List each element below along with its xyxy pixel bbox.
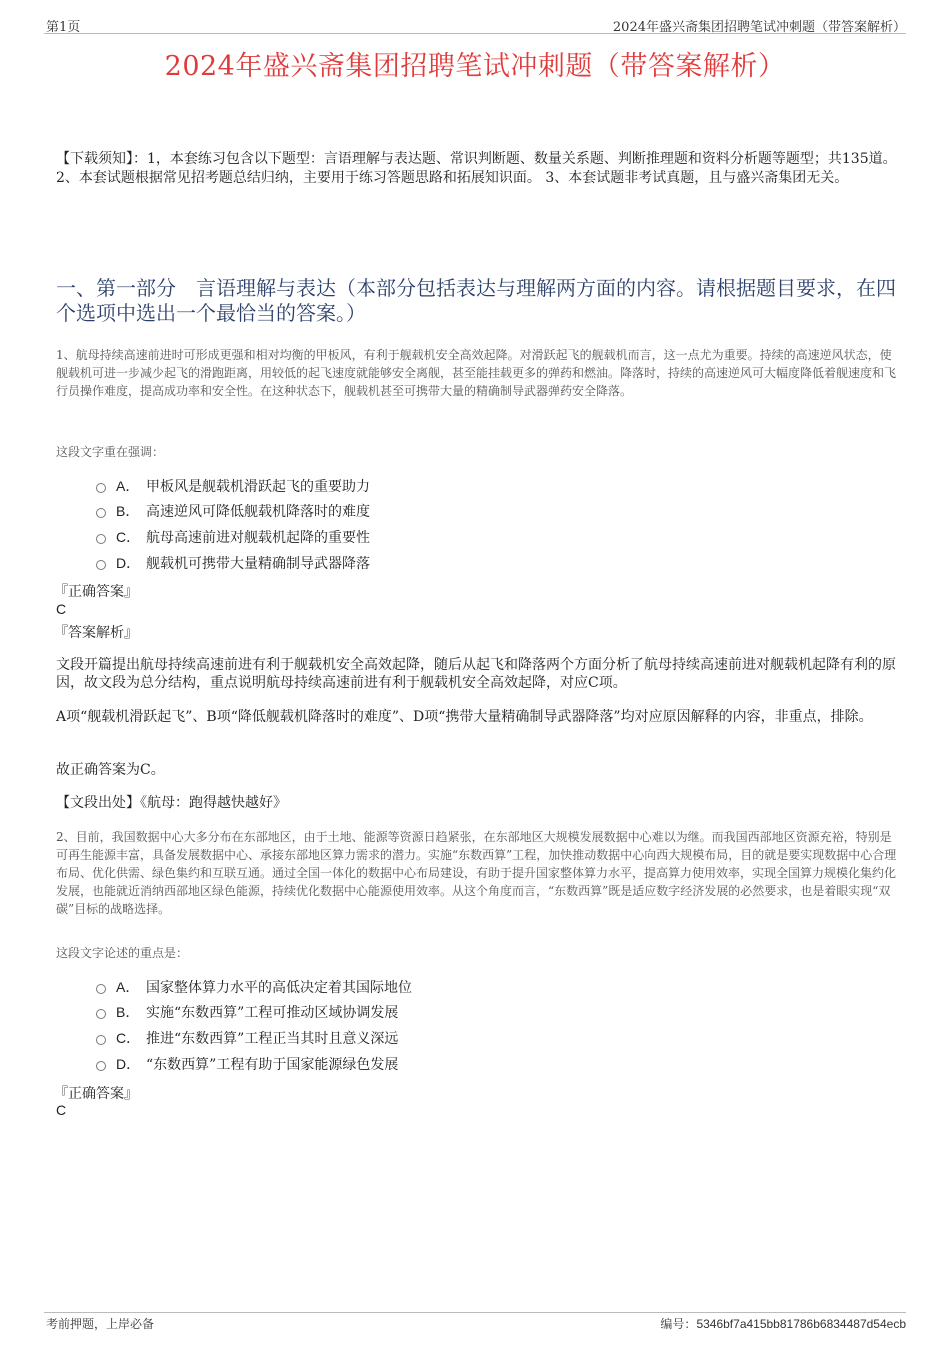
radio-icon[interactable]: [96, 1061, 106, 1071]
radio-icon[interactable]: [96, 534, 106, 544]
option-text: 推进“东数西算”工程正当其时且意义深远: [146, 1031, 399, 1047]
question-1-analysis-p2: A项“舰载机滑跃起飞”、B项“降低舰载机降落时的难度”、D项“携带大量精确制导武器降落”均对应原因解释的内容，非重点，排除。: [56, 709, 873, 725]
question-2-answer: C: [56, 1102, 67, 1118]
question-2-option-d[interactable]: [96, 1054, 398, 1074]
question-2-text: 2、目前，我国数据中心大多分布在东部地区，由于土地、能源等资源日趋紧张，在东部地区大规模发展数据中心难以为继。而我国西部地区资源充裕，特别是可再生能源丰富，具备发展数据中心、承接东部地区算力需求的潜力。实施“东数西算”工程，加快推动数据中心向西大规模布局，目的就是要实现数据中心合理布局、优化供需、绿色集约和互联互通。通过全国一体化的数据中心布局建设，有助于提升国家整体算力水平，提高算力使用效率，实现全国算力规模化集约化发展，也能就近消纳西部地区绿色能源，持续优化数据中心能源使用效率。从这个角度而言，“东数西算”既是适应数字经济发展的必然要求，也是着眼实现“双碳”目标的战略选择。: [56, 830, 897, 916]
footer-code: [660, 1315, 906, 1332]
header-doc-title: 2024年盛兴斋集团招聘笔试冲刺题（带答案解析）: [612, 20, 906, 35]
option-letter: C．: [116, 1030, 141, 1046]
radio-icon[interactable]: [96, 1009, 106, 1019]
question-1-analysis-label: 『答案解析』: [54, 625, 138, 641]
question-1-source: 【文段出处】《航母：跑得越快越好》: [56, 795, 287, 811]
option-letter: B．: [116, 1004, 140, 1020]
option-letter: D．: [116, 555, 141, 571]
footer-slogan: 考前押题，上岸必备: [46, 1317, 155, 1331]
option-text: 航母高速前进对舰载机起降的重要性: [146, 530, 370, 546]
question-1-option-d[interactable]: [96, 553, 370, 573]
option-letter: D．: [116, 1056, 141, 1072]
option-text: 甲板风是舰载机滑跃起飞的重要助力: [146, 479, 370, 495]
option-text: 国家整体算力水平的高低决定着其国际地位: [146, 980, 412, 996]
question-1-analysis-p1: 文段开篇提出航母持续高速前进有利于舰载机安全高效起降，随后从起飞和降落两个方面分析了航母持续高速前进对舰载机起降有利的原因，故文段为总分结构，重点说明航母持续高速前进有利于舰载机安全高效起降，对应C项。: [56, 657, 896, 691]
radio-icon[interactable]: [96, 984, 106, 994]
question-1-text: 1、航母持续高速前进时可形成更强和相对均衡的甲板风，有利于舰载机安全高效起降。对滑跃起飞的舰载机而言，这一点尤为重要。持续的高速逆风状态，使舰载机可进一步减少起飞的滑跑距离，用较低的起飞速度就能够安全离舰，甚至能挂载更多的弹药和燃油。降落时，持续的高速逆风可大幅度降低着舰速度和飞行员操作难度，提高成功率和安全性。在这种状态下，舰载机甚至可携带大量的精确制导武器弹药安全降落。: [56, 348, 897, 398]
question-2-option-a[interactable]: [96, 977, 412, 997]
question-1-option-c[interactable]: [96, 527, 370, 547]
page-number: 第1页: [46, 20, 81, 35]
footer-divider: [44, 1312, 906, 1313]
question-1-answer: C: [56, 601, 67, 617]
radio-icon[interactable]: [96, 508, 106, 518]
option-letter: B．: [116, 503, 140, 519]
option-letter: A．: [116, 979, 140, 995]
option-text: “东数西算”工程有助于国家能源绿色发展: [146, 1057, 399, 1073]
question-1-option-a[interactable]: [96, 476, 370, 496]
radio-icon[interactable]: [96, 560, 106, 570]
question-1-analysis-p3: 故正确答案为C。: [56, 762, 165, 778]
option-letter: C．: [116, 529, 141, 545]
question-1-answer-label: 『正确答案』: [54, 584, 138, 600]
question-1-option-b[interactable]: [96, 501, 370, 521]
page-title: 2024年盛兴斋集团招聘笔试冲刺题（带答案解析）: [164, 51, 786, 82]
option-text: 高速逆风可降低舰载机降落时的难度: [146, 504, 370, 520]
question-1-prompt: 这段文字重在强调：: [56, 445, 165, 459]
option-text: 实施“东数西算”工程可推动区域协调发展: [146, 1005, 399, 1021]
footer-code-value: 5346bf7a415bb81786b6834487d54ecb: [696, 1317, 906, 1331]
radio-icon[interactable]: [96, 1035, 106, 1045]
radio-icon[interactable]: [96, 483, 106, 493]
question-2-option-c[interactable]: [96, 1028, 398, 1048]
question-2-answer-label: 『正确答案』: [54, 1086, 138, 1102]
footer-code-label: 编号：: [660, 1317, 697, 1331]
question-2-prompt: 这段文字论述的重点是：: [56, 946, 189, 960]
section-heading: 一、第一部分 言语理解与表达（本部分包括表达与理解两方面的内容。请根据题目要求，在四个选项中选出一个最恰当的答案。）: [56, 276, 896, 325]
option-letter: A．: [116, 478, 140, 494]
download-notice: 【下载须知】：1，本套练习包含以下题型：言语理解与表达题、常识判断题、数量关系题、判断推理题和资料分析题等题型；共135道。 2、本套试题根据常见招考题总结归纳，主要用于练习答题思路和拓展知识面。 3、本套试题非考试真题，且与盛兴斋集团无关。: [56, 151, 897, 186]
header-divider: [44, 33, 906, 34]
question-2-option-b[interactable]: [96, 1002, 398, 1022]
option-text: 舰载机可携带大量精确制导武器降落: [146, 556, 370, 572]
